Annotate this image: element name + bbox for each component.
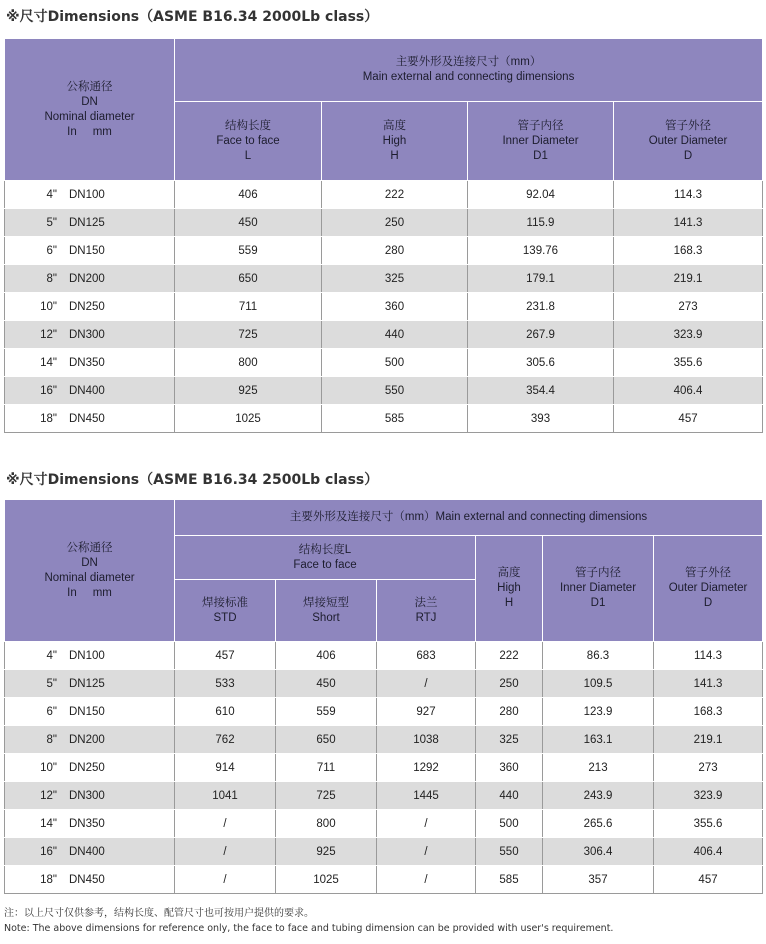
nominal-size-cell	[5, 237, 175, 265]
size-inch: 18"	[40, 412, 57, 425]
value-cell: 711	[175, 293, 322, 321]
nominal-size-cell	[5, 726, 175, 754]
value-cell: 533	[175, 670, 276, 698]
footnote	[4, 906, 613, 936]
size-dn: DN350	[69, 356, 105, 369]
table-row	[5, 237, 763, 265]
nominal-size-cell	[5, 782, 175, 810]
size-inch: 6"	[46, 705, 57, 718]
nominal-size-cell	[5, 181, 175, 209]
short-header: 焊接短型 Short	[276, 580, 377, 642]
value-cell: 927	[377, 698, 476, 726]
main-dimensions-header: 主要外形及连接尺寸（mm）Main external and connecting dimensions	[175, 500, 763, 536]
value-cell: 450	[276, 670, 377, 698]
size-dn: DN200	[69, 272, 105, 285]
value-cell: 440	[322, 321, 468, 349]
table-row	[5, 181, 763, 209]
value-cell: 457	[175, 642, 276, 670]
value-cell: 800	[175, 349, 322, 377]
value-cell: 500	[322, 349, 468, 377]
value-cell: 168.3	[614, 237, 763, 265]
value-cell: 323.9	[614, 321, 763, 349]
value-cell: 393	[468, 405, 614, 433]
nominal-diameter-header: 公称通径 DN Nominal diameter In mm	[5, 39, 175, 181]
table-row	[5, 670, 763, 698]
nominal-size-cell	[5, 670, 175, 698]
high-header: 高度 High H	[322, 102, 468, 181]
value-cell: 280	[476, 698, 543, 726]
size-inch: 8"	[46, 733, 57, 746]
face-to-face-header: 结构长度 Face to face L	[175, 102, 322, 181]
value-cell: 550	[476, 838, 543, 866]
value-cell: 267.9	[468, 321, 614, 349]
nominal-size-cell	[5, 754, 175, 782]
value-cell: 355.6	[614, 349, 763, 377]
outer-diameter-header: 管子外径 Outer Diameter D	[654, 536, 763, 642]
value-cell: 360	[322, 293, 468, 321]
value-cell: 585	[476, 866, 543, 894]
value-cell: 650	[175, 265, 322, 293]
dimensions-table-2000lb	[4, 38, 763, 433]
nominal-diameter-header: 公称通径 DN Nominal diameter In mm	[5, 500, 175, 642]
footnote-english: Note: The above dimensions for reference only, the face to face and tubing dimension can be provided with user's requirement.	[4, 923, 614, 934]
table-row	[5, 293, 763, 321]
value-cell: 650	[276, 726, 377, 754]
value-cell: 762	[175, 726, 276, 754]
value-cell: 250	[322, 209, 468, 237]
size-inch: 8"	[46, 272, 57, 285]
size-inch: 4"	[46, 188, 57, 201]
size-dn: DN125	[69, 677, 105, 690]
value-cell: 925	[276, 838, 377, 866]
value-cell: 280	[322, 237, 468, 265]
value-cell: 141.3	[654, 670, 763, 698]
value-cell: 683	[377, 642, 476, 670]
size-inch: 10"	[40, 761, 57, 774]
value-cell: 550	[322, 377, 468, 405]
value-cell: 231.8	[468, 293, 614, 321]
nominal-size-cell	[5, 293, 175, 321]
value-cell: /	[377, 670, 476, 698]
inner-diameter-header: 管子内径 Inner Diameter D1	[543, 536, 654, 642]
table-row	[5, 321, 763, 349]
value-cell: 325	[322, 265, 468, 293]
table-row	[5, 209, 763, 237]
size-inch: 14"	[40, 817, 57, 830]
inner-diameter-header: 管子内径 Inner Diameter D1	[468, 102, 614, 181]
table-row	[5, 726, 763, 754]
value-cell: 354.4	[468, 377, 614, 405]
table-row	[5, 349, 763, 377]
table2-title: ※尺寸Dimensions（ASME B16.34 2500Lb class）	[6, 472, 379, 488]
value-cell: 440	[476, 782, 543, 810]
value-cell: 406.4	[654, 838, 763, 866]
table-row	[5, 838, 763, 866]
value-cell: 914	[175, 754, 276, 782]
value-cell: 1038	[377, 726, 476, 754]
footnote-chinese: 注：以上尺寸仅供参考，结构长度、配管尺寸也可按用户提供的要求。	[4, 908, 314, 919]
table-row	[5, 265, 763, 293]
value-cell: 179.1	[468, 265, 614, 293]
value-cell: 357	[543, 866, 654, 894]
size-dn: DN250	[69, 300, 105, 313]
std-header: 焊接标准 STD	[175, 580, 276, 642]
size-inch: 6"	[46, 244, 57, 257]
size-inch: 12"	[40, 789, 57, 802]
value-cell: 141.3	[614, 209, 763, 237]
value-cell: 355.6	[654, 810, 763, 838]
table-row	[5, 698, 763, 726]
value-cell: 222	[476, 642, 543, 670]
value-cell: 114.3	[614, 181, 763, 209]
value-cell: 219.1	[614, 265, 763, 293]
value-cell: 925	[175, 377, 322, 405]
value-cell: 109.5	[543, 670, 654, 698]
size-inch: 5"	[46, 677, 57, 690]
value-cell: 86.3	[543, 642, 654, 670]
nominal-size-cell	[5, 209, 175, 237]
value-cell: 123.9	[543, 698, 654, 726]
value-cell: 325	[476, 726, 543, 754]
table-row	[5, 405, 763, 433]
size-dn: DN400	[69, 384, 105, 397]
value-cell: 250	[476, 670, 543, 698]
table-row	[5, 810, 763, 838]
value-cell: 457	[654, 866, 763, 894]
value-cell: 1025	[175, 405, 322, 433]
value-cell: /	[175, 810, 276, 838]
value-cell: 500	[476, 810, 543, 838]
nominal-size-cell	[5, 405, 175, 433]
size-dn: DN250	[69, 761, 105, 774]
value-cell: 585	[322, 405, 468, 433]
value-cell: 273	[654, 754, 763, 782]
value-cell: 450	[175, 209, 322, 237]
value-cell: /	[377, 838, 476, 866]
value-cell: 1292	[377, 754, 476, 782]
nominal-size-cell	[5, 265, 175, 293]
nominal-size-cell	[5, 349, 175, 377]
table-row	[5, 754, 763, 782]
nominal-size-cell	[5, 810, 175, 838]
value-cell: 243.9	[543, 782, 654, 810]
value-cell: 1445	[377, 782, 476, 810]
table-row	[5, 642, 763, 670]
size-dn: DN200	[69, 733, 105, 746]
value-cell: 114.3	[654, 642, 763, 670]
value-cell: 406.4	[614, 377, 763, 405]
value-cell: 92.04	[468, 181, 614, 209]
size-dn: DN350	[69, 817, 105, 830]
size-inch: 16"	[40, 845, 57, 858]
value-cell: 559	[175, 237, 322, 265]
face-to-face-group-header: 结构长度L Face to face	[175, 536, 476, 580]
value-cell: 219.1	[654, 726, 763, 754]
value-cell: 163.1	[543, 726, 654, 754]
size-dn: DN300	[69, 328, 105, 341]
nominal-size-cell	[5, 321, 175, 349]
value-cell: 725	[276, 782, 377, 810]
value-cell: /	[175, 838, 276, 866]
size-dn: DN150	[69, 244, 105, 257]
value-cell: 213	[543, 754, 654, 782]
outer-diameter-header: 管子外径 Outer Diameter D	[614, 102, 763, 181]
size-inch: 12"	[40, 328, 57, 341]
value-cell: 725	[175, 321, 322, 349]
value-cell: /	[175, 866, 276, 894]
size-dn: DN150	[69, 705, 105, 718]
value-cell: 1041	[175, 782, 276, 810]
size-inch: 4"	[46, 649, 57, 662]
value-cell: 168.3	[654, 698, 763, 726]
value-cell: 306.4	[543, 838, 654, 866]
table-row	[5, 782, 763, 810]
value-cell: 406	[276, 642, 377, 670]
size-dn: DN450	[69, 412, 105, 425]
nominal-size-cell	[5, 377, 175, 405]
value-cell: 1025	[276, 866, 377, 894]
size-dn: DN400	[69, 845, 105, 858]
value-cell: 139.76	[468, 237, 614, 265]
value-cell: /	[377, 810, 476, 838]
value-cell: 115.9	[468, 209, 614, 237]
table-row	[5, 866, 763, 894]
value-cell: 305.6	[468, 349, 614, 377]
nominal-size-cell	[5, 838, 175, 866]
size-inch: 5"	[46, 216, 57, 229]
value-cell: /	[377, 866, 476, 894]
size-dn: DN125	[69, 216, 105, 229]
value-cell: 559	[276, 698, 377, 726]
value-cell: 457	[614, 405, 763, 433]
size-dn: DN300	[69, 789, 105, 802]
nominal-size-cell	[5, 642, 175, 670]
value-cell: 273	[614, 293, 763, 321]
size-inch: 14"	[40, 356, 57, 369]
size-dn: DN100	[69, 188, 105, 201]
nominal-size-cell	[5, 698, 175, 726]
value-cell: 406	[175, 181, 322, 209]
dimensions-table-2500lb	[4, 499, 763, 894]
size-inch: 10"	[40, 300, 57, 313]
value-cell: 222	[322, 181, 468, 209]
table1-title: ※尺寸Dimensions（ASME B16.34 2000Lb class）	[6, 9, 379, 25]
value-cell: 800	[276, 810, 377, 838]
value-cell: 711	[276, 754, 377, 782]
value-cell: 360	[476, 754, 543, 782]
table-row	[5, 377, 763, 405]
nominal-size-cell	[5, 866, 175, 894]
size-inch: 18"	[40, 873, 57, 886]
rtj-header: 法兰 RTJ	[377, 580, 476, 642]
value-cell: 265.6	[543, 810, 654, 838]
value-cell: 610	[175, 698, 276, 726]
main-dimensions-header: 主要外形及连接尺寸（mm） Main external and connecting dimensions	[175, 39, 763, 102]
size-dn: DN450	[69, 873, 105, 886]
high-header: 高度 High H	[476, 536, 543, 642]
size-inch: 16"	[40, 384, 57, 397]
value-cell: 323.9	[654, 782, 763, 810]
size-dn: DN100	[69, 649, 105, 662]
